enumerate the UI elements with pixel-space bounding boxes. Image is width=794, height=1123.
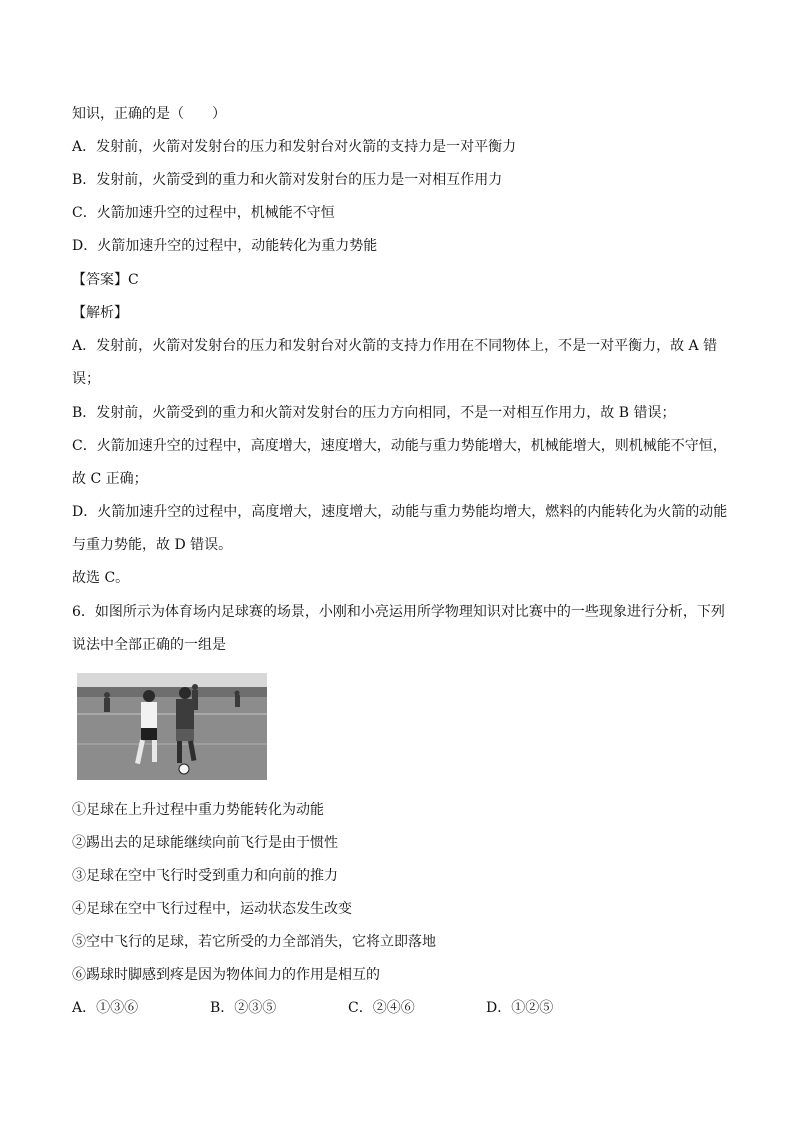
soccer-match-photo: [77, 673, 267, 780]
analysis-b: B．发射前，火箭受到的重力和火箭对发射台的压力方向相同，不是一对相互作用力，故 B 错误；: [72, 405, 676, 421]
stem-tail: 知识，正确的是（ ）: [72, 106, 226, 122]
question6-stem: 6．如图所示为体育场内足球赛的场景，小刚和小亮运用所学物理知识对比赛中的一些现象进行分析，下列说法中全部正确的一组是: [72, 604, 725, 653]
analysis-label: 【解析】: [72, 305, 128, 321]
statement-4: ④足球在空中飞行过程中，运动状态发生改变: [72, 901, 352, 917]
choice-d: D．①②⑤: [486, 1000, 554, 1016]
choice-b: B．②③⑤: [210, 1000, 277, 1016]
statement-5: ⑤空中飞行的足球，若它所受的力全部消失，它将立即落地: [72, 934, 436, 950]
choice-c: C．②④⑥: [348, 1000, 415, 1016]
analysis-d: D．火箭加速升空的过程中，高度增大，速度增大，动能与重力势能均增大，燃料的内能转化为火箭的动能与重力势能，故 D 错误。: [72, 504, 728, 553]
choice-a: A．①③⑥: [72, 1000, 139, 1016]
conclusion: 故选 C。: [72, 570, 130, 586]
option-a: A．发射前，火箭对发射台的压力和发射台对火箭的支持力是一对平衡力: [72, 139, 517, 155]
analysis-c: C．火箭加速升空的过程中，高度增大，速度增大，动能与重力势能增大，机械能增大，则机械能不守恒，故 C 正确；: [72, 438, 727, 487]
statement-2: ②踢出去的足球能继续向前飞行是由于惯性: [72, 835, 338, 851]
option-d: D．火箭加速升空的过程中，动能转化为重力势能: [72, 238, 378, 254]
answer: 【答案】C: [72, 272, 139, 288]
option-b: B．发射前，火箭受到的重力和火箭对发射台的压力是一对相互作用力: [72, 172, 503, 188]
statement-3: ③足球在空中飞行时受到重力和向前的推力: [72, 868, 338, 884]
analysis-a: A．发射前，火箭对发射台的压力和发射台对火箭的支持力作用在不同物体上，不是一对平衡力，故 A 错误；: [72, 338, 718, 387]
option-c: C．火箭加速升空的过程中，机械能不守恒: [72, 205, 335, 221]
statement-1: ①足球在上升过程中重力势能转化为动能: [72, 802, 324, 818]
statement-6: ⑥踢球时脚感到疼是因为物体间力的作用是相互的: [72, 967, 380, 983]
